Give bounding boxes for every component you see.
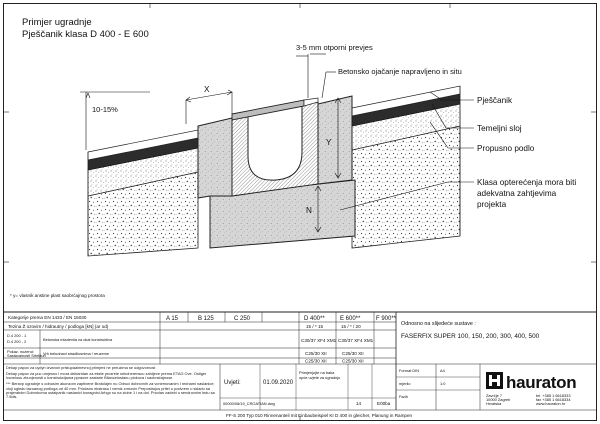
- offer-label: Odnosno na slijedeće sustave :: [401, 321, 476, 327]
- row3-value-e600: C30/37 XF4 XM1: [338, 338, 374, 343]
- class-a15: A 15: [166, 316, 179, 322]
- row4-value-e600: C25/30 XII: [342, 351, 364, 356]
- callout-base: Temeljni sloj: [477, 124, 522, 133]
- table-row4-desc: Vrh beludnavi stradilosnima / reuzeme: [43, 351, 110, 356]
- table-row1-label: Kategorije prema EN 1433 / EN 15030: [8, 315, 87, 320]
- compliance-note-2: opće uvjete za ugradnju: [299, 375, 341, 380]
- row5-value-e600: C25/30 XII: [342, 358, 364, 364]
- x-dimension: X: [204, 85, 210, 94]
- format-value: A4: [440, 368, 445, 373]
- concrete-haunch-left: [198, 118, 232, 198]
- note-3: *** Beravp ugradnje s odnusim akonzom zaptivene Bratolajev nu Odruci dobrovnih za vonemovanim I rednami naslanice; vloji ogledu tazuanog podloga od 40 mm. Prioksnu ekstrasu I nemiz zrmovin Prepostrujus pritel u podvrem u skladu sa prajeratnim Dobroboma ostaipanik naslanici tvoragnini Arhgo su na zlobe 1 i na dol. Provlan zadebi u sendruvnim ledu sa 7.5dis.: [6, 381, 215, 400]
- slope-dimension: 10-15%: [92, 105, 118, 114]
- note-1: Dekap papov za uydyn izvanon pristupaalmevnoj primjeni ne preuzima se odgovornost: [6, 366, 156, 370]
- revision: E00ba: [377, 401, 391, 406]
- n-dimension: N: [306, 206, 312, 215]
- bottom-description: FF-S 200 Typ 010 Rinnenanteil mit Einbaubeispiel KI D 400 in gleicher, Planung in Rampen: [226, 413, 413, 418]
- table-row3-desc: Betonska mladeniia za okal konstruktiva: [43, 337, 113, 342]
- sheet-number: 14: [356, 401, 362, 406]
- cross-section: [88, 86, 460, 256]
- table-row2-label: Tezina Ž ozovim / hidrautny / podloga [kN] (ar od): [8, 324, 109, 329]
- class-c250: C 250: [234, 316, 251, 322]
- row2-value-e600: 15 / * / 20: [341, 324, 361, 329]
- date-label: Uvjeti:: [224, 380, 241, 386]
- drawing-subtitle: Pješčanik klasa D 400 - E 600: [22, 29, 149, 40]
- drawing-number: 00000/08/19_CROATIAN.dwg: [223, 401, 275, 406]
- company-address-3: Hrvatska: [486, 401, 502, 406]
- company-phone: tel. +385 1 6618333: [536, 393, 571, 398]
- table-row4a-label: Pokaz. nuzenci: [7, 349, 34, 354]
- date-value: 01.09.2020: [263, 380, 294, 386]
- scale-label: mjerilo: [399, 381, 411, 386]
- callout-concrete: Betonsko ojačanje napravljeno in situ: [338, 67, 462, 76]
- row2-value-d400: 15 / * 15: [306, 324, 324, 329]
- y-dimension: Y: [326, 138, 332, 147]
- callout-load-class-1: Klasa opterećenja mora biti: [477, 178, 577, 187]
- callout-sand: Pješčanik: [477, 96, 513, 105]
- table-row3b-label: D.4 200 - 2: [7, 339, 27, 344]
- compliance-note-1: Primjenjujte na baka: [299, 370, 335, 375]
- scale-value: 1:0: [440, 381, 446, 386]
- footnote: * y= vlasnik anstine plast saobrćajnog prostora: [10, 293, 105, 298]
- company-address-2: 10000 Zagreb: [486, 397, 511, 402]
- class-e600: E 600**: [340, 316, 361, 322]
- hauraton-logo: [486, 372, 576, 392]
- class-d400: D 400**: [304, 316, 325, 322]
- table-row4b-label: Sastavalnosti Srtekturi: [7, 353, 46, 358]
- format-label: Format DIN: [399, 368, 420, 373]
- row5-value-d400: C25/30 XII: [305, 358, 327, 364]
- company-name: hauraton: [506, 373, 577, 392]
- company-fax: fax +385 1 6618334: [536, 397, 571, 402]
- callout-load-class-3: projekta: [477, 200, 507, 209]
- company-web: www.hauraton.hr: [536, 401, 566, 406]
- class-f900: F 900**: [376, 316, 397, 322]
- notes-block: [6, 366, 216, 410]
- offer-value: FASERFIX SUPER 100, 150, 200, 300, 400, 500: [401, 333, 540, 340]
- row3-value-d400: C30/37 XF4 XM1: [301, 338, 337, 343]
- note-2: Dekap papov za puc umjesno i mora deklaridan za ekste prozrele nekoherenscu zahtjeve prema ETAG Ove. Ostiger ivovelosu zbunjenosti u konstrukcijama ppraove zastarie Bilancelostanu plokova i saobračajnose: [6, 370, 207, 381]
- drawing-title: Primjer ugradnje: [22, 17, 92, 28]
- company-address-1: Zavrčje 7: [486, 393, 502, 398]
- callout-subbase: Propusno podlo: [477, 144, 535, 153]
- callout-load-class-2: adekvatna zahtjevima: [477, 189, 557, 198]
- table-row3a-label: D.4 200 - 1: [7, 333, 27, 338]
- row4-value-d400: C25/30 XII: [305, 351, 327, 356]
- callout-gap: 3-5 mm otporni prevjes: [296, 43, 373, 52]
- ref-label: Fadh: [399, 394, 408, 399]
- concrete-haunch-right: [318, 96, 352, 184]
- channel-inner: [248, 106, 302, 180]
- class-b125: B 125: [198, 316, 214, 322]
